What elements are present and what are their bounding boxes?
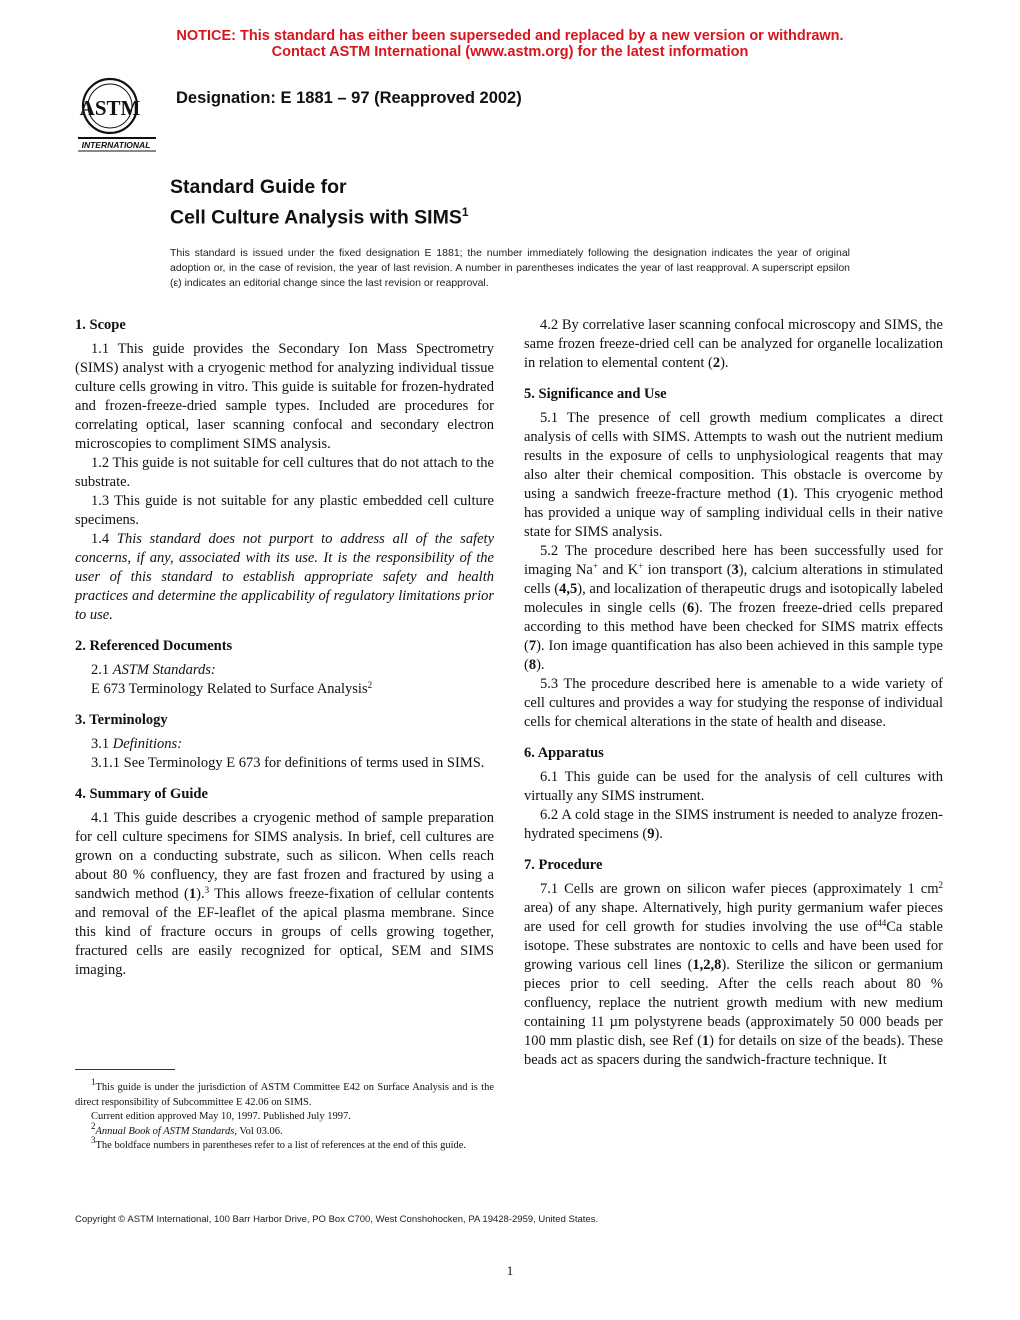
para-5-2-text-h: ). [536,657,545,673]
footnote-3-mark: 3 [91,1135,96,1145]
para-3-1-number: 3.1 [91,736,110,752]
notice-line-1: NOTICE: This standard has either been superseded and replaced by a new version or withdrawn. [176,28,844,44]
para-5-2-text-d: ), calcium alterations in stimulated cells ( [524,562,943,597]
document-title [170,175,469,231]
para-2-1-number: 2.1 [91,662,110,678]
para-4-2-text-a: 4.2 By correlative laser scanning confocal microscopy and SIMS, the same frozen freeze-dried cell can be analyzed for organelle localization in relation to elemental content ( [524,317,943,371]
para-4-2-text-b: ). [720,355,729,371]
para-5-2-sup-2: + [638,561,644,571]
issued-note: This standard is issued under the fixed designation E 1881; the number immediately following the designation indicates the year of original adoption or, in the case of revision, the year of last revision. A number in parentheses indicates the year of last reapproval. A superscript epsilon (ε) indicates an editorial change since the last revision or reapproval. [170,247,850,289]
footnote-2-text: , Vol 03.06. [234,1125,283,1137]
para-6-2-text-a: 6.2 A cold stage in the SIMS instrument is needed to analyze frozen-hydrated specimens ( [524,807,943,842]
para-5-1-ref: 1 [782,486,790,502]
para-4-1-footnote-mark: 3 [204,885,210,895]
para-3-1-1: 3.1.1 See Terminology E 673 for definitions of terms used in SIMS. [91,755,485,771]
reference-e673 [75,680,494,699]
para-5-2-text-e: ), and localization of therapeutic drugs and isotopically labeled molecules in single cells ( [524,581,943,616]
para-4-2-ref: 2 [712,355,721,371]
notice-line-2: Contact ASTM International (www.astm.org) for the latest information [271,44,749,60]
copyright: Copyright © ASTM International, 100 Barr Harbor Drive, PO Box C700, West Conshohocken, PA 19428-2959, United States. [75,1214,599,1225]
para-5-3: 5.3 The procedure described here is amenable to a wide variety of cell cultures and provides a way for studying the response of individual cells for chemical alterations in the state of health and disease. [524,676,943,730]
para-6-2-text-b: ). [654,826,663,842]
para-5-2-ref-4: 7 [528,638,537,654]
reference-e673-footnote-mark: 2 [367,680,373,690]
para-7-1-text-a: 7.1 Cells are grown on silicon wafer pieces (approximately 1 cm [540,881,939,897]
para-5-1-text-a: 5.1 The presence of cell growth medium complicates a direct analysis of cells with SIMS. Attempts to wash out the nutrient medium results in the exposure of cells to unphysiological reagents that may also alter their chemical composition. This obstacle is overcome by using a sandwich freeze-fracture method ( [524,410,943,502]
title-line-2-text: Cell Culture Analysis with SIMS [170,206,462,229]
para-4-1-ref: 1 [188,886,197,902]
left-column [75,316,494,980]
section-1-heading: 1. Scope [75,317,126,333]
footnote-1-mark: 1 [91,1077,96,1087]
footnote-2 [75,1120,494,1140]
title-line-2 [170,200,469,231]
para-7-1 [524,880,943,1070]
para-6-2 [524,806,943,844]
para-3-1-text: Definitions: [112,736,183,752]
para-7-1-ref-2: 1 [701,1033,710,1049]
title-footnote-mark: 1 [461,205,469,219]
para-5-2-sup-1: + [592,561,598,571]
logo-text: ASTM [79,96,141,120]
para-6-2-ref: 9 [647,826,655,842]
logo-subtext: INTERNATIONAL [81,140,151,150]
section-5-heading: 5. Significance and Use [524,386,667,402]
para-5-2-text-a: 5.2 The procedure described here has been successfully used for imaging Na [524,543,943,578]
page-number: 1 [506,1263,514,1278]
para-7-1-sup-1: 2 [938,880,943,890]
designation: Designation: E 1881 – 97 (Reapproved 2002) [176,89,522,107]
para-2-1-text: ASTM Standards: [112,662,216,678]
section-7-heading: 7. Procedure [524,857,603,873]
footnote-3-text: The boldface numbers in parentheses refer to a list of references at the end of this guide. [95,1140,467,1151]
section-6-heading: 6. Apparatus [524,745,604,761]
para-4-1-text-a: 4.1 This guide describes a cryogenic method of sample preparation for cell culture specimens for SIMS analysis. In brief, cell cultures are grown on a conducting substrate, such as silicon. When cells reach about 80 % confluency, they are fast frozen and fractured by using a sandwich method ( [75,810,494,902]
footnote-3 [75,1135,494,1154]
para-1-2: 1.2 This guide is not suitable for cell cultures that do not attach to the substrate. [75,455,494,490]
footnote-1b: Current edition approved May 10, 1997. Published July 1997. [91,1111,351,1122]
para-5-2 [524,542,943,675]
para-3-1 [75,735,494,754]
footnote-1 [75,1077,494,1110]
para-1-4-text: This standard does not purport to address all of the safety concerns, if any, associated with its use. It is the responsibility of the user of this standard to establish appropriate safety and health practices and determine the applicability of regulatory limitations prior to use. [75,531,495,623]
para-4-1-text-c: This allows freeze-fixation of cellular contents and removal of the EF-leaflet of the apical plasma membrane. Since this kind of fracture occurs in groups of cells growing together, fractured cells are easily recognized for optical, SEM and SIMS imaging. [75,886,495,978]
para-6-1: 6.1 This guide can be used for the analysis of cell cultures with virtually any SIMS instrument. [524,769,943,804]
para-1-3: 1.3 This guide is not suitable for any plastic embedded cell culture specimens. [75,493,494,528]
para-5-2-text-c: ion transport ( [643,562,732,578]
footnote-2-title: Annual Book of ASTM Standards [95,1125,235,1137]
para-7-1-ref-1: 1,2,8 [692,957,722,973]
para-5-2-ref-1: 3 [731,562,739,578]
para-4-2 [524,316,943,373]
para-5-2-text-f: ). The frozen freeze-dried cells prepared according to this method have been checked for SIMS matrix effects ( [524,600,943,654]
para-1-4 [75,530,494,625]
para-5-2-text-g: ). Ion image quantification has also been achieved in this sample type ( [524,638,943,673]
section-3-heading: 3. Terminology [75,712,168,728]
para-7-1-text-c: Ca stable isotope. These substrates are nontoxic to cells and have been used for growing various cell lines ( [524,919,943,973]
para-7-1-text-e: ) for details on size of the beads). These beads act as spacers during the sandwich-fracture technique. It [524,1033,944,1068]
notice-banner [0,28,1020,60]
reference-e673-text: E 673 Terminology Related to Surface Analysis [91,681,368,697]
para-5-2-text-b: and K [597,562,639,578]
section-4-heading: 4. Summary of Guide [75,786,208,802]
para-5-1-text-b: ). This cryogenic method has provided a unique way of sampling individual cells in their native state for SIMS analysis. [524,486,943,540]
astm-logo [70,76,162,154]
para-1-1: 1.1 This guide provides the Secondary Ion Mass Spectrometry (SIMS) analyst with a cryogenic method for analyzing individual tissue culture cells growing in vitro. This guide is suitable for frozen-hydrated and frozen-freeze-dried sample types. Included are procedures for correlating optical, laser scanning confocal and secondary electron microscopies to compliment SIMS analysis. [75,341,494,452]
para-5-2-ref-5: 8 [528,657,537,673]
para-2-1 [75,661,494,680]
footnote-2-mark: 2 [91,1120,96,1131]
para-1-4-number: 1.4 [91,531,110,547]
para-5-1 [524,409,943,542]
footnotes [75,1077,494,1154]
para-4-1-text-b: ). [196,886,205,902]
footnote-rule [75,1069,175,1070]
title-line-1: Standard Guide for [170,176,347,198]
right-column [524,316,943,1070]
para-5-2-ref-2: 4,5 [559,581,578,597]
para-5-2-ref-3: 6 [687,600,695,616]
para-7-1-text-d: ). Sterilize the silicon or germanium pieces prior to cell seeding. After the cells reach about 80 % confluency, replace the nutrient growth medium with new medium containing 11 µm polystyrene beads (approximately 50 000 beads per 100 mm plastic dish, see Ref ( [524,957,943,1049]
para-7-1-sup-2: 44 [877,918,887,928]
footnote-1-text: This guide is under the jurisdiction of ASTM Committee E42 on Surface Analysis and is the direct responsibility of Subcommittee E 42.06 on SIMS. [75,1082,494,1108]
para-4-1 [75,809,494,980]
para-7-1-text-b: area) of any shape. Alternatively, high purity germanium wafer pieces are used for cell growth for studies involving the use of [524,900,943,935]
section-2-heading: 2. Referenced Documents [75,638,233,654]
